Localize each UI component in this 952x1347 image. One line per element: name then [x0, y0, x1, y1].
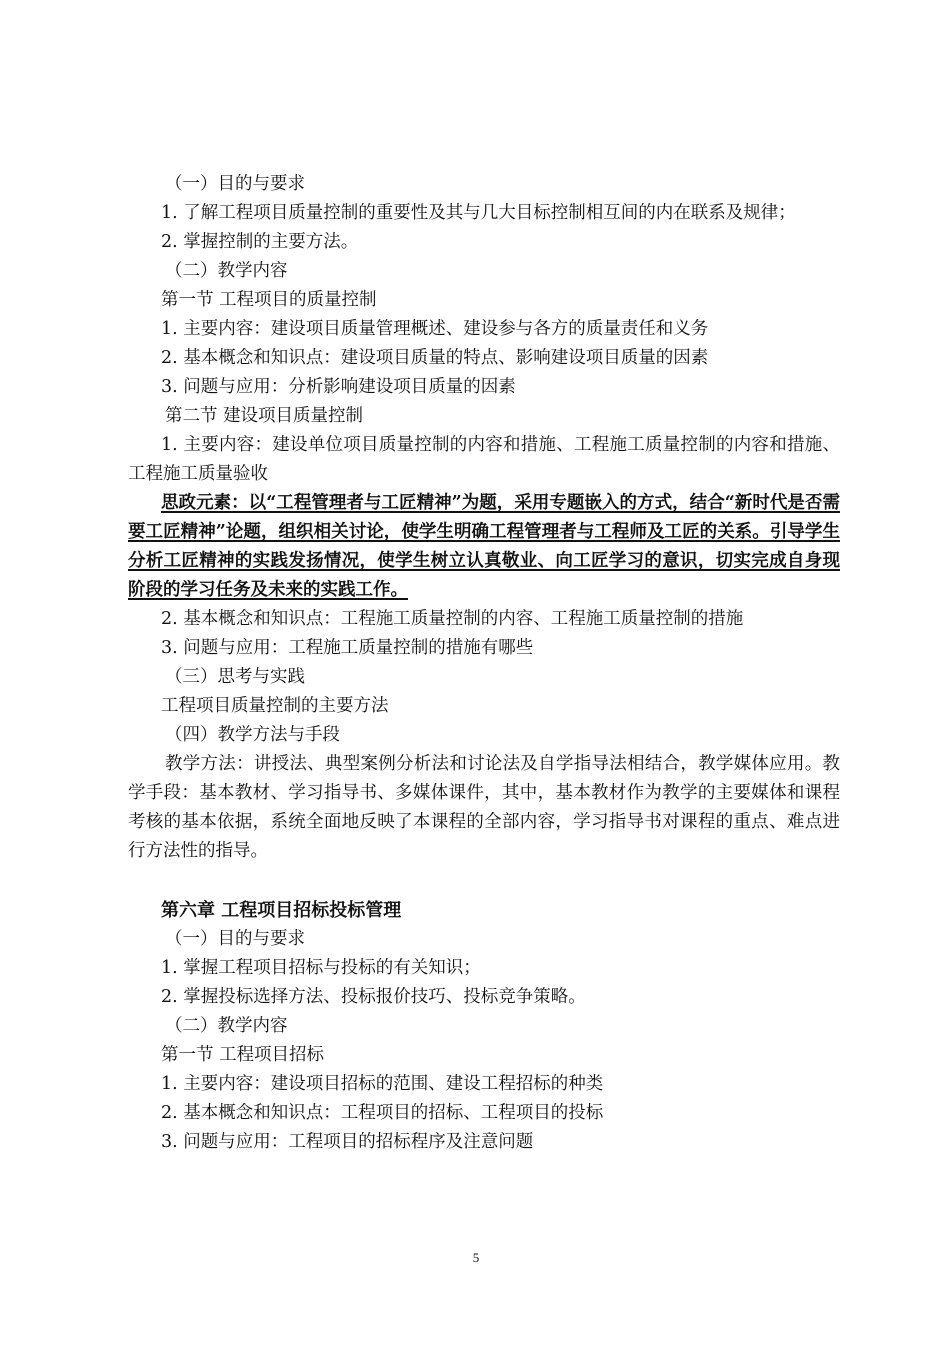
- methods-paragraph: 教学方法：讲授法、典型案例分析法和讨论法及自学指导法相结合，教学媒体应用。教学手段：基本教材、学习指导书、多媒体课件，其中，基本教材作为教学的主要媒体和课程考核的基本依据，系统全面地反映了本课程的全部内容，学习指导书对课程的重点、难点进行方法性的指导。: [128, 754, 840, 861]
- chapter-title: 第六章 工程项目招标投标管理: [161, 900, 402, 921]
- objectives-heading: （一）目的与要求: [165, 174, 305, 194]
- objective-item: 1. 了解工程项目质量控制的重要性及其与几大目标控制相互间的内在联系及规律；: [161, 203, 796, 223]
- practice-heading: （三）思考与实践: [165, 667, 305, 687]
- section-title: 第二节 建设项目质量控制: [165, 406, 364, 426]
- objectives-heading: （一）目的与要求: [165, 929, 305, 949]
- objective-item: 1. 掌握工程项目招标与投标的有关知识；: [161, 958, 481, 978]
- practice-text: 工程项目质量控制的主要方法: [161, 696, 389, 716]
- list-item: 1. 主要内容：建设项目质量管理概述、建设参与各方的质量责任和义务: [161, 319, 709, 339]
- list-item: 3. 问题与应用：工程项目的招标程序及注意问题: [161, 1132, 534, 1152]
- ideological-element-paragraph: 思政元素：以“工程管理者与工匠精神”为题，采用专题嵌入的方式，结合“新时代是否需要工匠精神”论题，组织相关讨论，使学生明确工程管理者与工程师及工匠的关系。引导学生分析工匠精神的实践发扬情况，使学生树立认真敬业、向工匠学习的意识，切实完成自身现阶段的学习任务及未来的实践工作。: [128, 493, 840, 600]
- objective-item: 2. 掌握控制的主要方法。: [161, 232, 359, 252]
- list-item: 1. 主要内容：建设项目招标的范围、建设工程招标的种类: [161, 1074, 604, 1094]
- list-item: 1. 主要内容：建设单位项目质量控制的内容和措施、工程施工质量控制的内容和措施、工程施工质量验收: [128, 435, 840, 484]
- section-title: 第一节 工程项目招标: [161, 1045, 325, 1065]
- list-item: 2. 基本概念和知识点：工程施工质量控制的内容、工程施工质量控制的措施: [161, 609, 744, 629]
- objective-item: 2. 掌握投标选择方法、投标报价技巧、投标竞争策略。: [161, 987, 586, 1007]
- content-heading: （二）教学内容: [165, 1016, 288, 1036]
- document-body: [128, 170, 840, 1157]
- content-heading: （二）教学内容: [165, 261, 288, 281]
- list-item: 3. 问题与应用：分析影响建设项目质量的因素: [161, 377, 516, 397]
- section-title: 第一节 工程项目的质量控制: [161, 290, 377, 310]
- list-item: 2. 基本概念和知识点：建设项目质量的特点、影响建设项目质量的因素: [161, 348, 709, 368]
- page-number: 5: [472, 1250, 480, 1265]
- list-item: 3. 问题与应用：工程施工质量控制的措施有哪些: [161, 638, 534, 658]
- list-item: 2. 基本概念和知识点：工程项目的招标、工程项目的投标: [161, 1103, 604, 1123]
- methods-heading: （四）教学方法与手段: [165, 725, 340, 745]
